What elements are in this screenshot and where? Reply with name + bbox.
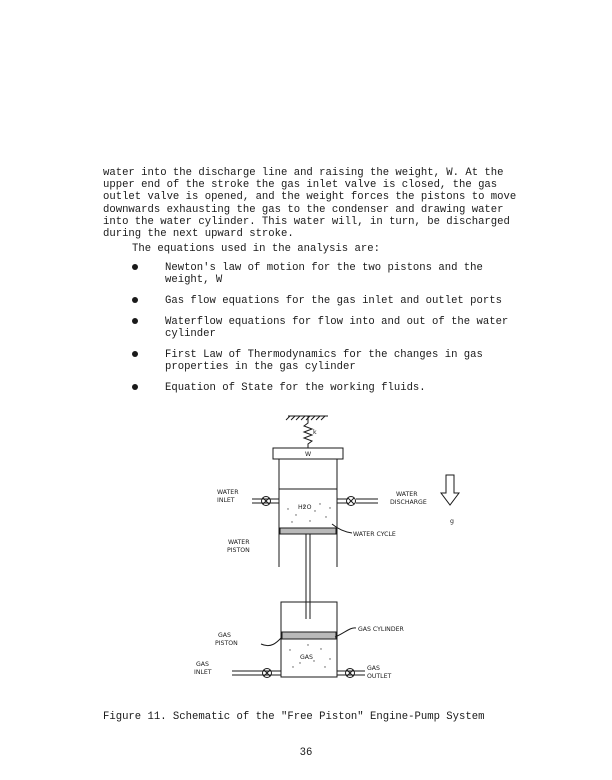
gas-in-cylinder-label: GAS [300,654,313,661]
figure-caption: Figure 11. Schematic of the "Free Piston" Engine-Pump System [103,711,485,723]
gas-inlet-label: INLET [194,669,212,676]
list-item [132,316,524,340]
gas-piston-leader [261,637,282,646]
spring-icon [304,416,312,448]
water-cycle-label: WATER CYCLE [353,531,396,538]
gas-cylinder-label: GAS CYLINDER [358,626,404,633]
list-item-text: Newton's law of motion for the two pistons and the weight, W [165,262,483,286]
water-cylinder [279,489,337,533]
page-number: 36 [299,747,313,759]
water-piston-label: WATER [228,539,250,546]
gas-inlet-label: GAS [196,661,209,668]
list-item [132,382,524,394]
gas-cylinder-leader [335,628,356,637]
gas-outlet-label: GAS [367,665,380,672]
bullet-icon [132,384,138,390]
list-item [132,295,524,307]
gravity-label: g [450,518,454,525]
water-inlet-label: INLET [217,497,235,504]
list-item [132,349,524,373]
spring-k-label: k [313,429,317,436]
gas-outlet-label: OUTLET [367,673,392,680]
body-paragraph: water into the discharge line and raising the weight, W. At the upper end of the stroke the gas inlet valve is closed, the gas outlet valve is opened, and the weight forces the pistons to move downwards exhausting the gas to the condenser and drawing water into the water cylinder. This water will, in turn, be discharged during the next upward stroke. [103,167,517,241]
bullet-icon [132,297,138,303]
water-piston-label: PISTON [227,547,250,554]
gas-piston [282,632,336,639]
list-item-text: Waterflow equations for flow into and out of the water cylinder [165,316,509,340]
water-inlet-label: WATER [217,489,239,496]
bullet-icon [132,318,138,324]
water-discharge-label: DISCHARGE [390,499,427,506]
gas-piston-label: PISTON [215,640,238,647]
gas-piston-label: GAS [218,632,231,639]
equations-list [132,262,524,403]
schematic-drawing [180,405,470,705]
engine-pump-schematic [180,405,470,705]
list-item-text: First Law of Thermodynamics for the changes in gas properties in the gas cylinder [165,349,483,373]
bullet-icon [132,264,138,270]
water-in-cylinder-label: H2O [298,504,312,511]
weight-label: W [305,451,312,458]
bullet-icon [132,351,138,357]
ceiling-hatch [286,416,325,420]
equations-intro: The equations used in the analysis are: [132,243,380,255]
gravity-arrow-icon [441,475,459,505]
water-piston [280,528,336,534]
list-item-text: Gas flow equations for the gas inlet and outlet ports [165,295,502,307]
list-item-text: Equation of State for the working fluids. [165,382,426,394]
list-item [132,262,524,286]
water-discharge-label: WATER [396,491,418,498]
